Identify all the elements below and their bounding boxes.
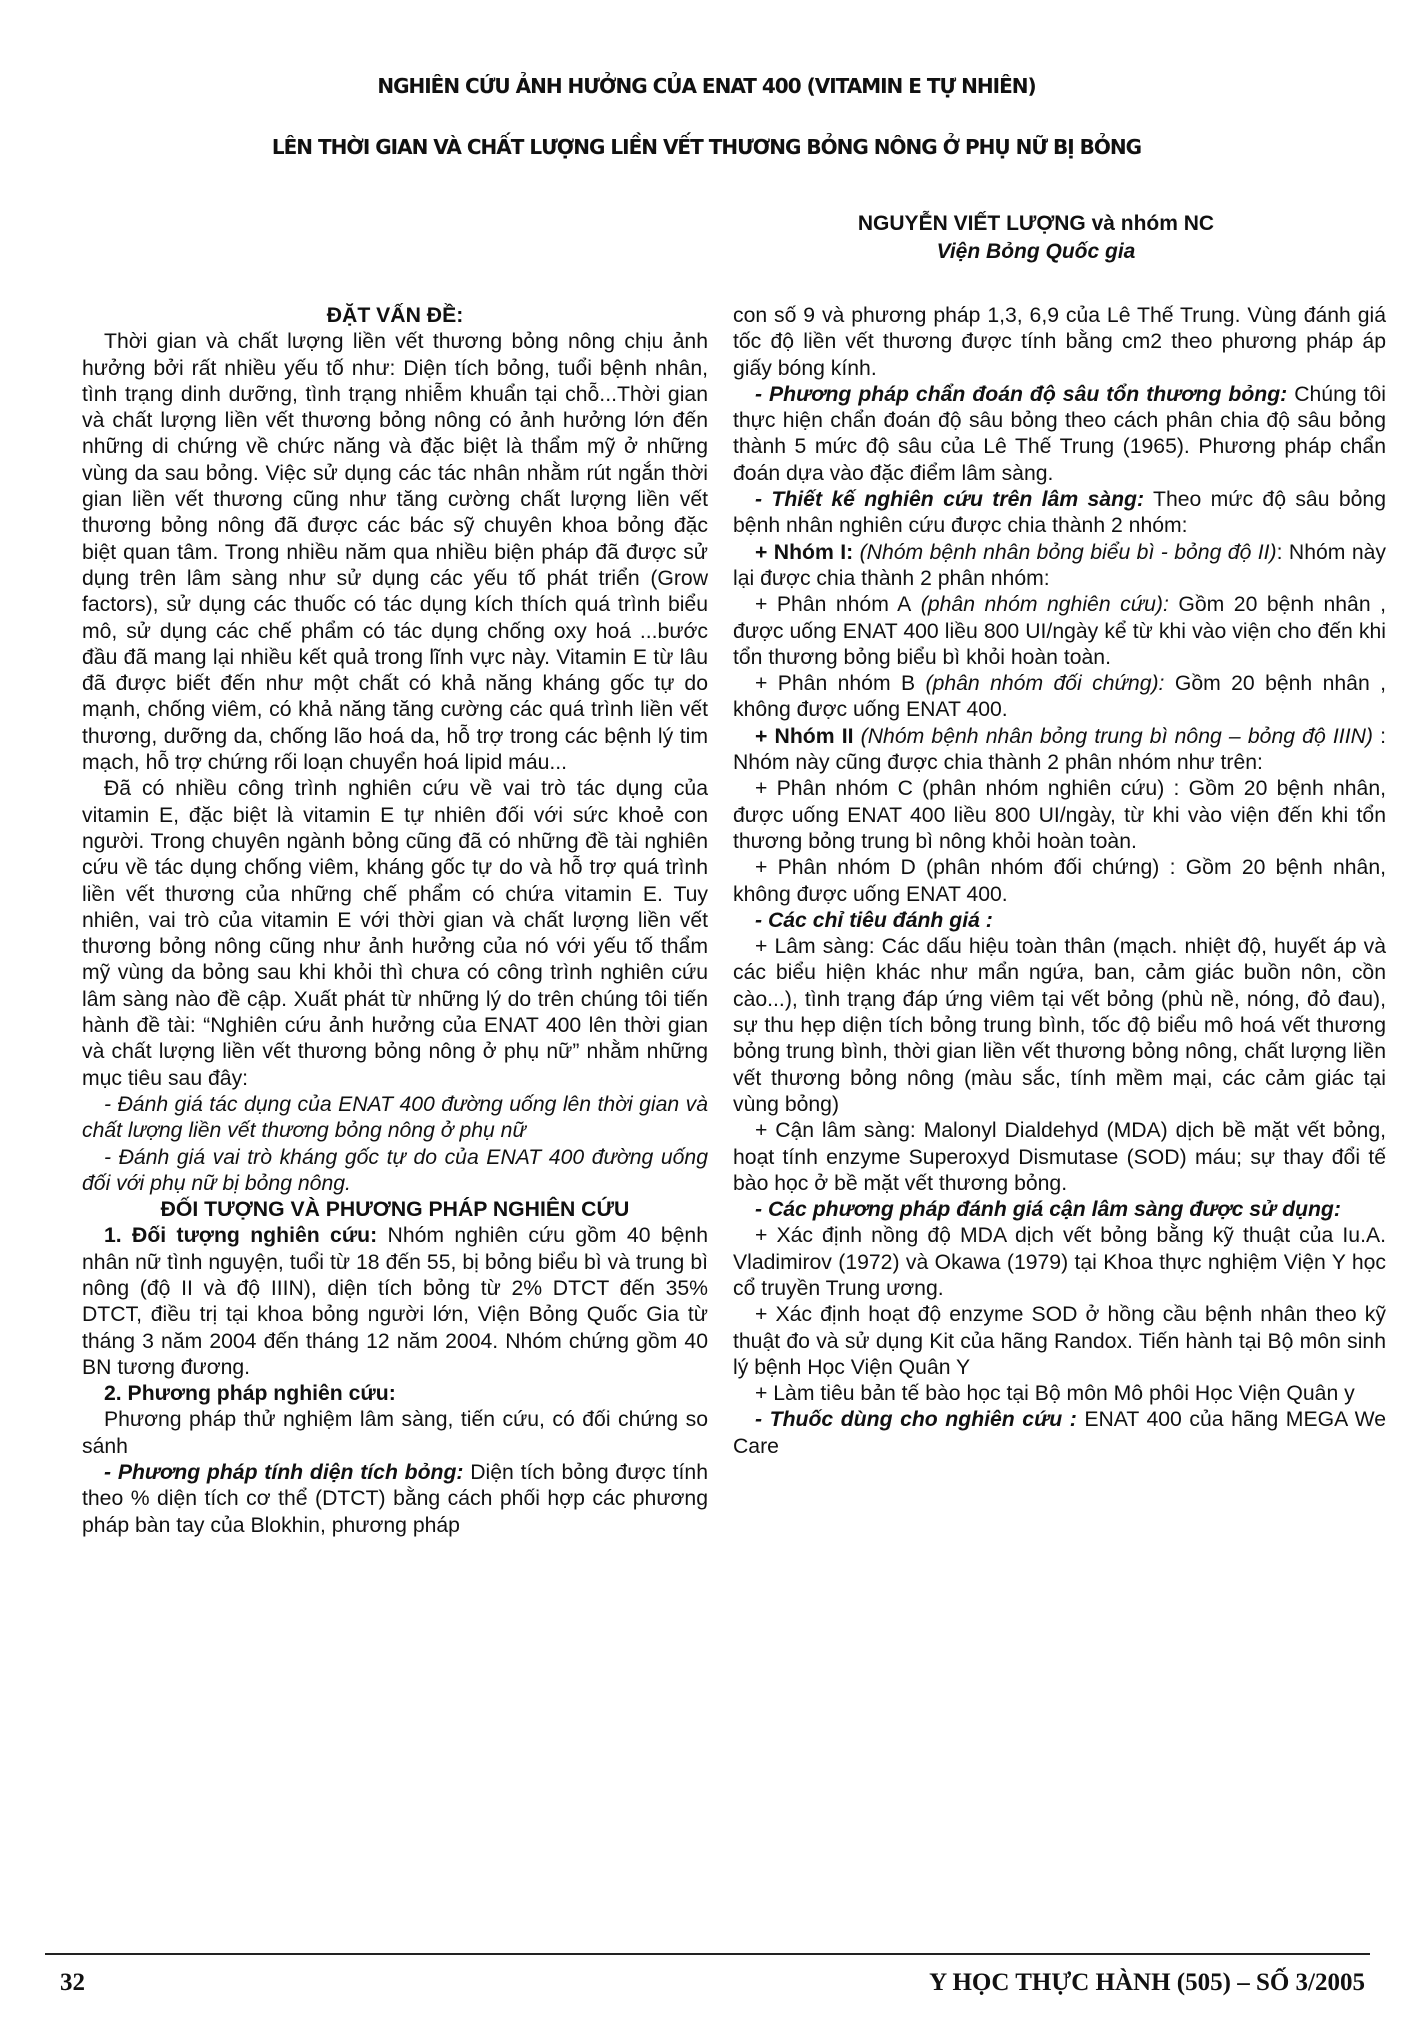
subsection-text: Diện tích bỏng được tính theo % diện tích cơ thể (DTCT) bằng cách phối hợp các phương pháp bàn tay của Blokhin, phương pháp <box>82 1461 708 1537</box>
article-title-line-2: LÊN THỜI GIAN VÀ CHẤT LƯỢNG LIỀN VẾT THƯƠNG BỎNG NÔNG Ở PHỤ NỮ BỊ BỎNG <box>271 135 1142 159</box>
subgroup-item: + Phân nhóm C (phân nhóm nghiên cứu) : Gồm 20 bệnh nhân, được uống ENAT 400 liều 800 UI/ngày, từ khi vào viện đến khi tổn thương bỏng trung bì nông khỏi hoàn toàn. <box>733 777 1386 853</box>
article-title-line-1: NGHIÊN CỨU ẢNH HƯỞNG CỦA ENAT 400 (VITAMIN E TỰ NHIÊN) <box>377 74 1036 98</box>
group-desc: (Nhóm bệnh nhân bỏng biểu bì - bỏng độ II) <box>853 540 1277 564</box>
paragraph <box>733 382 1386 487</box>
section-heading-methods: ĐỐI TƯỢNG VÀ PHƯƠNG PHÁP NGHIÊN CỨU <box>160 1198 630 1222</box>
subgroup-item <box>733 671 1386 724</box>
left-column <box>82 303 708 1539</box>
criteria-label: + Cận lâm sàng: <box>755 1119 916 1143</box>
group-text: : Nhóm này lại được chia thành 2 phân nhóm: <box>733 540 1386 590</box>
paragraph: Thời gian và chất lượng liền vết thương bỏng nông chịu ảnh hưởng bởi rất nhiều yếu tố như: Diện tích bỏng, tuổi bệnh nhân, tình trạng dinh dưỡng, tình trạng nhiễm khuẩn tại chỗ...Thời gian và chất lượng liền vết thương bỏng nông có ảnh hưởng lớn đến những di chứng về chức năng và đặc biệt là thẩm mỹ ở những vùng da sau bỏng. Việc sử dụng các tác nhân nhằm rút ngắn thời gian liền vết thương cũng như tăng cường chất lượng liền vết thương bỏng nông đã được các bác sỹ chuyên khoa bỏng đặc biệt quan tâm. Trong nhiều năm qua nhiều biện pháp đã được sử dụng trên lâm sàng như sử dụng các yếu tố phát triển (Grow factors), sử dụng các thuốc có tác dụng kích thích quá trình biểu mô, sử dụng các chế phẩm có tác dụng chống oxy hoá ...bước đầu đã mang lại nhiều kết quả trong lĩnh vực này. Vitamin E từ lâu đã được biết đến như một chất có khả năng kháng gốc tự do mạnh, chống viêm, có khả năng tăng cường các quá trình liền vết thương, dưỡng da, chống lão hoá da, hỗ trợ trong các bệnh lý tim mạch, hỗ trợ chứng rối loạn chuyển hoá lipid máu... <box>82 330 708 775</box>
subsection-text: Nhóm nghiên cứu gồm 40 bệnh nhân nữ tình nguyện, tuổi từ 18 đến 55, bị bỏng biểu bì và trung bì nông (độ II và độ IIIN), diện tích bỏng từ 2% DTCT đến 35% DTCT, điều trị tại khoa bỏng người lớn, Viện Bỏng Quốc Gia từ tháng 3 năm 2004 đến tháng 12 năm 2004. Nhóm chứng gồm 40 BN tương đương. <box>82 1224 708 1379</box>
paragraph: con số 9 và phương pháp 1,3, 6,9 của Lê Thế Trung. Vùng đánh giá tốc độ liền vết thương được tính bằng cm2 theo phương pháp áp giấy bóng kính. <box>733 304 1386 380</box>
criteria-item <box>733 1118 1386 1197</box>
right-column <box>733 303 1386 1460</box>
subsection-label: 1. Đối tượng nghiên cứu: <box>104 1224 378 1248</box>
subsection-label: - Phương pháp chẩn đoán độ sâu tổn thương bỏng: <box>755 382 1288 406</box>
subsection-label: - Các chỉ tiêu đánh giá : <box>755 908 993 932</box>
paragraph <box>733 1407 1386 1460</box>
method-item: + Xác định hoạt độ enzyme SOD ở hồng cầu bệnh nhân theo kỹ thuật đo và sử dụng Kit của hãng Randox. Tiến hành tại Bộ môn sinh lý bệnh Học Viện Quân Y <box>733 1303 1386 1379</box>
group-text: : Nhóm này cũng được chia thành 2 phân nhóm như trên: <box>733 724 1386 775</box>
paragraph: Phương pháp thử nghiệm lâm sàng, tiến cứu, có đối chứng so sánh <box>82 1408 708 1458</box>
paragraph <box>82 1460 708 1539</box>
journal-issue: Y HỌC THỰC HÀNH (505) – SỐ 3/2005 <box>929 1969 1365 1996</box>
group-text: Gồm 20 bệnh nhân , không được uống ENAT 400. <box>733 672 1386 722</box>
subgroup-item: + Phân nhóm D (phân nhóm đối chứng) : Gồm 20 bệnh nhân, không được uống ENAT 400. <box>733 856 1386 906</box>
criteria-text: Malonyl Dialdehyd (MDA) dịch bề mặt vết bỏng, hoạt tính enzyme Superoxyd Dismutase (SOD) máu; sự thay đổi tế bào học ở bề mặt vết thương bỏng. <box>733 1119 1387 1195</box>
group-label: + Nhóm II <box>755 724 854 748</box>
author-affiliation: Viện Bỏng Quốc gia <box>936 240 1136 263</box>
group-desc: (Nhóm bệnh nhân bỏng trung bì nông – bỏng độ IIIN) <box>853 724 1373 748</box>
subsection-label: - Thuốc dùng cho nghiên cứu : <box>755 1408 1077 1432</box>
subgroup-item <box>733 592 1386 671</box>
criteria-text: Các dấu hiệu toàn thân (mạch. nhiệt độ, huyết áp và các biểu hiện khác như mẩn ngứa, ban, cảm giác buồn nôn, cồn cào...), tình trạng đáp ứng viêm tại vết bỏng (phù nề, nóng, đỏ đau), sự thu hẹp diện tích bỏng trung bình, tốc độ biểu mô hoá vết thương bỏng trung bình, thời gian liền vết thương bỏng nông, chất lượng liền vết thương bỏng nông (màu sắc, tính mềm mại, các cảm giác tại vùng bỏng) <box>733 935 1386 1116</box>
group-text: Gồm 20 bệnh nhân , được uống ENAT 400 liều 800 UI/ngày kể từ khi vào viện cho đến khi tổn thương bỏng biểu bì khỏi hoàn toàn. <box>733 593 1386 669</box>
group-label: + Phân nhóm B <box>755 672 916 696</box>
group-desc: (phân nhóm đối chứng): <box>915 672 1165 696</box>
page-number: 32 <box>60 1969 85 1996</box>
method-item: + Xác định nồng độ MDA dịch vết bỏng bằng kỹ thuật của Iu.A. Vladimirov (1972) và Okawa (1979) tại Khoa thực nghiệm Viện Y học cổ truyền Trung ương. <box>733 1224 1386 1300</box>
paragraph <box>733 487 1386 540</box>
subsection-label: - Phương pháp tính diện tích bỏng: <box>104 1461 464 1485</box>
paragraph <box>82 1223 708 1381</box>
paragraph: Đã có nhiều công trình nghiên cứu về vai trò tác dụng của vitamin E, đặc biệt là vitamin E tự nhiên đối với sức khoẻ con người. Trong chuyên ngành bỏng cũng đã có những đề tài nghiên cứu về tác dụng chống viêm, kháng gốc tự do và hỗ trợ quá trình liền vết thương của những chế phẩm có chứa vitamin E. Tuy nhiên, vai trò của vitamin E với thời gian và chất lượng liền vết thương bỏng nông cũng như ảnh hưởng của nó với yếu tố thẩm mỹ vùng da bỏng sau khi khỏi thì chưa có công trình nghiên cứu lâm sàng nào đề cập. Xuất phát từ những lý do trên chúng tôi tiến hành đề tài: “Nghiên cứu ảnh hưởng của ENAT 400 lên thời gian và chất lượng liền vết thương bỏng nông ở phụ nữ” nhằm những mục tiêu sau đây: <box>82 777 708 1090</box>
subsection-label: 2. Phương pháp nghiên cứu: <box>104 1382 396 1406</box>
subsection-text: ENAT 400 của hãng MEGA We Care <box>733 1408 1386 1458</box>
subsection-label: - Các phương pháp đánh giá cận lâm sàng được sử dụng: <box>755 1198 1341 1222</box>
criteria-item <box>733 934 1386 1118</box>
criteria-label: + Lâm sàng: <box>755 935 875 959</box>
subsection-text: Theo mức độ sâu bỏng bệnh nhân nghiên cứu được chia thành 2 nhóm: <box>733 488 1386 538</box>
group-item <box>733 540 1386 593</box>
group-label: + Phân nhóm A <box>755 593 912 617</box>
objective-item: - Đánh giá vai trò kháng gốc tự do của ENAT 400 đường uống đối với phụ nữ bị bỏng nông. <box>82 1145 708 1195</box>
subsection-text: Chúng tôi thực hiện chẩn đoán độ sâu bỏng theo cách phân chia độ sâu bỏng thành 5 mức độ sâu của Lê Thế Trung (1965). Phương pháp chẩn đoán dựa vào đặc điểm lâm sàng. <box>733 382 1387 485</box>
group-desc: (phân nhóm nghiên cứu): <box>911 593 1169 617</box>
author-names: NGUYỄN VIẾT LƯỢNG và nhóm NC <box>857 212 1215 235</box>
objective-item: - Đánh giá tác dụng của ENAT 400 đường uống lên thời gian và chất lượng liền vết thương bỏng nông ở phụ nữ <box>82 1092 708 1143</box>
group-item <box>733 724 1386 777</box>
method-item: + Làm tiêu bản tế bào học tại Bộ môn Mô phôi Học Viện Quân y <box>755 1382 1355 1406</box>
section-heading-problem: ĐẶT VẤN ĐỀ: <box>326 304 464 327</box>
subsection-label: - Thiết kế nghiên cứu trên lâm sàng: <box>755 488 1145 512</box>
group-label: + Nhóm I: <box>755 540 854 564</box>
footer-divider <box>45 1953 1370 1955</box>
